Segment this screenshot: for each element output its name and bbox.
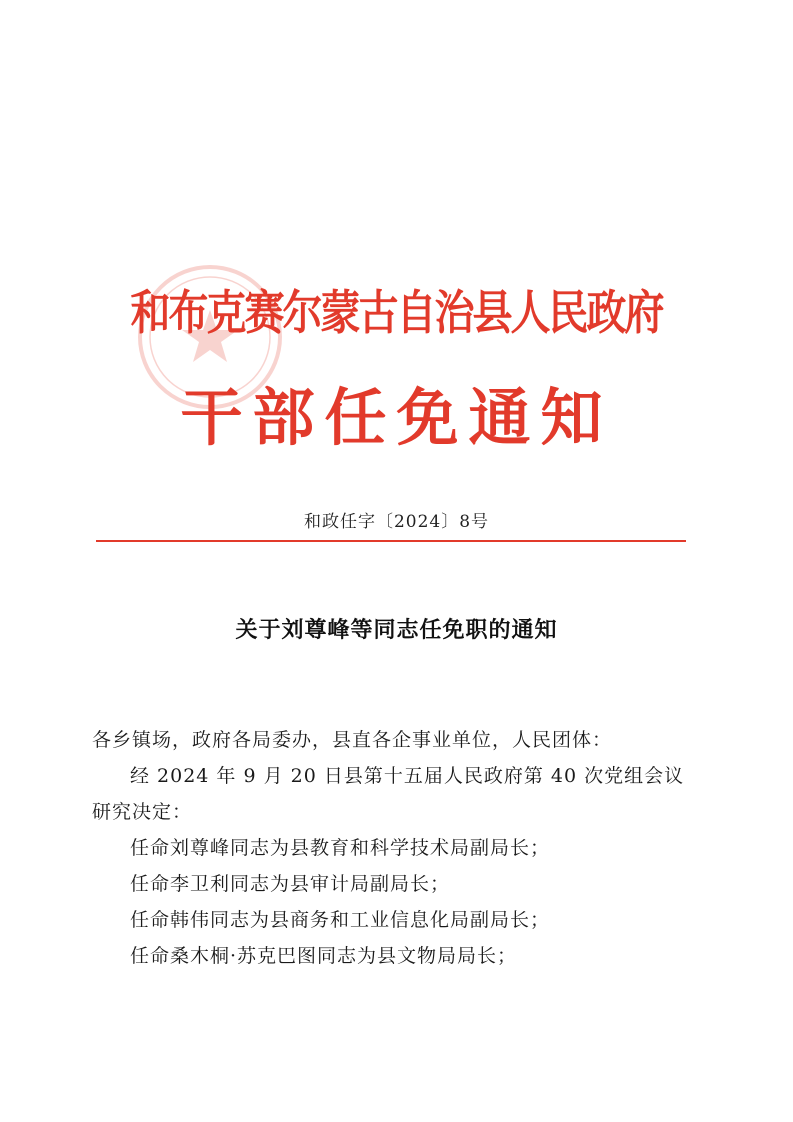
notice-body — [92, 722, 712, 974]
document-number: 和政任字〔2024〕8号 — [303, 512, 490, 532]
masthead-document-type: 干部任免通知 — [180, 381, 613, 454]
appointment-item: 任命李卫利同志为县审计局副局长； — [130, 873, 451, 895]
red-divider-line — [96, 540, 686, 542]
appointment-item: 任命韩伟同志为县商务和工业信息化局副局长； — [130, 909, 551, 931]
notice-title: 关于刘尊峰等同志任免职的通知 — [235, 618, 558, 643]
intro-line: 经 2024 年 9 月 20 日县第十五届人民政府第 40 次党组会议 — [130, 765, 685, 787]
masthead-organization: 和布克赛尔蒙古自治县人民政府 — [130, 286, 663, 341]
appointment-item: 任命刘尊峰同志为县教育和科学技术局副局长； — [130, 837, 551, 859]
appointment-item: 任命桑木桐·苏克巴图同志为县文物局局长； — [130, 945, 518, 967]
intro-line-continued: 研究决定： — [92, 801, 193, 823]
addressee-line: 各乡镇场，政府各局委办，县直各企事业单位，人民团体： — [92, 729, 613, 751]
